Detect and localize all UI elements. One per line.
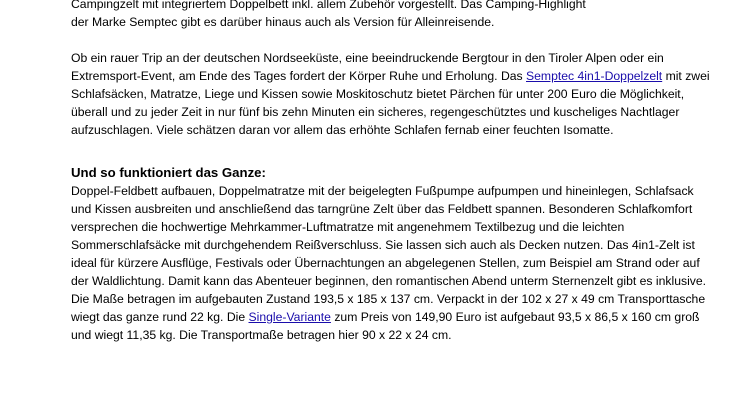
single-variante-link[interactable]: Single-Variante bbox=[248, 310, 331, 324]
description-paragraph bbox=[71, 49, 711, 139]
intro-line-2: der Marke Semptec gibt es darüber hinaus auch als Version für Alleinreisende. bbox=[71, 15, 495, 29]
instructions-text-start: Doppel-Feldbett aufbauen, Doppelmatratze mit der beigelegten Fußpumpe aufpumpen und hineinlegen, Schlafsack und Kissen ausbreiten und anschließend das tarngrüne Zelt über das Feldbett spannen. Besonderen Schlafkomfort versprechen die hochwertige Mehrkammer-Luftmatratze mit angenehmem Textilbezug und die leichten Sommerschlafsäcke mit durchgehendem Reißverschluss. Sie lassen sich auch als Decken nutzen. Das 4in1-Zelt ist ideal für kürzere Ausflüge, Festivals oder Übernachtungen an abgelegenen Stellen, zum Beispiel am Strand oder auf der Waldlichtung. Damit kann das Abenteuer beginnen, den romantischen Abend unterm Sternenzelt gibt es inklusive. Die Maße betragen im aufgebauten Zustand 193,5 x 185 x 137 cm. Verpackt in der 102 x 27 x 49 cm Transporttasche wiegt das ganze rund 22 kg. Die bbox=[71, 184, 707, 324]
intro-line-1: Campingzelt mit integriertem Doppelbett inkl. allem Zubehör vorgestellt. Das Camping-Highlight bbox=[71, 0, 586, 11]
instructions-text-end: zum Preis von 149,90 Euro ist aufgebaut 93,5 x 86,5 x 160 cm groß und wiegt 11,35 kg. Die Transportmaße betragen hier 90 x 22 x 24 cm. bbox=[71, 310, 700, 342]
instructions-paragraph bbox=[71, 182, 711, 344]
description-text-end: mit zwei Schlafsäcken, Matratze, Liege und Kissen sowie Moskitoschutz bietet Pärchen für unter 200 Euro die Möglichkeit, überall und zu jeder Zeit in nur fünf bis zehn Minuten ein sicheres, regengeschütztes und kuscheliges Nachtlager aufzuschlagen. Viele schätzen daran vor allem das erhöhte Schlafen fernab einer feuchten Isomatte. bbox=[71, 69, 710, 137]
semptec-doppelzelt-link[interactable]: Semptec 4in1-Doppelzelt bbox=[526, 69, 663, 83]
description-text-start: Ob ein rauer Trip an der deutschen Nordseeküste, eine beeindruckende Bergtour in den Tiroler Alpen oder ein Extremsport-Event, am Ende des Tages fordert der Körper Ruhe und Erholung. Das bbox=[71, 51, 664, 83]
section-heading: Und so funktioniert das Ganze: bbox=[71, 165, 266, 180]
document-body bbox=[71, 0, 711, 344]
intro-paragraph bbox=[71, 0, 711, 31]
